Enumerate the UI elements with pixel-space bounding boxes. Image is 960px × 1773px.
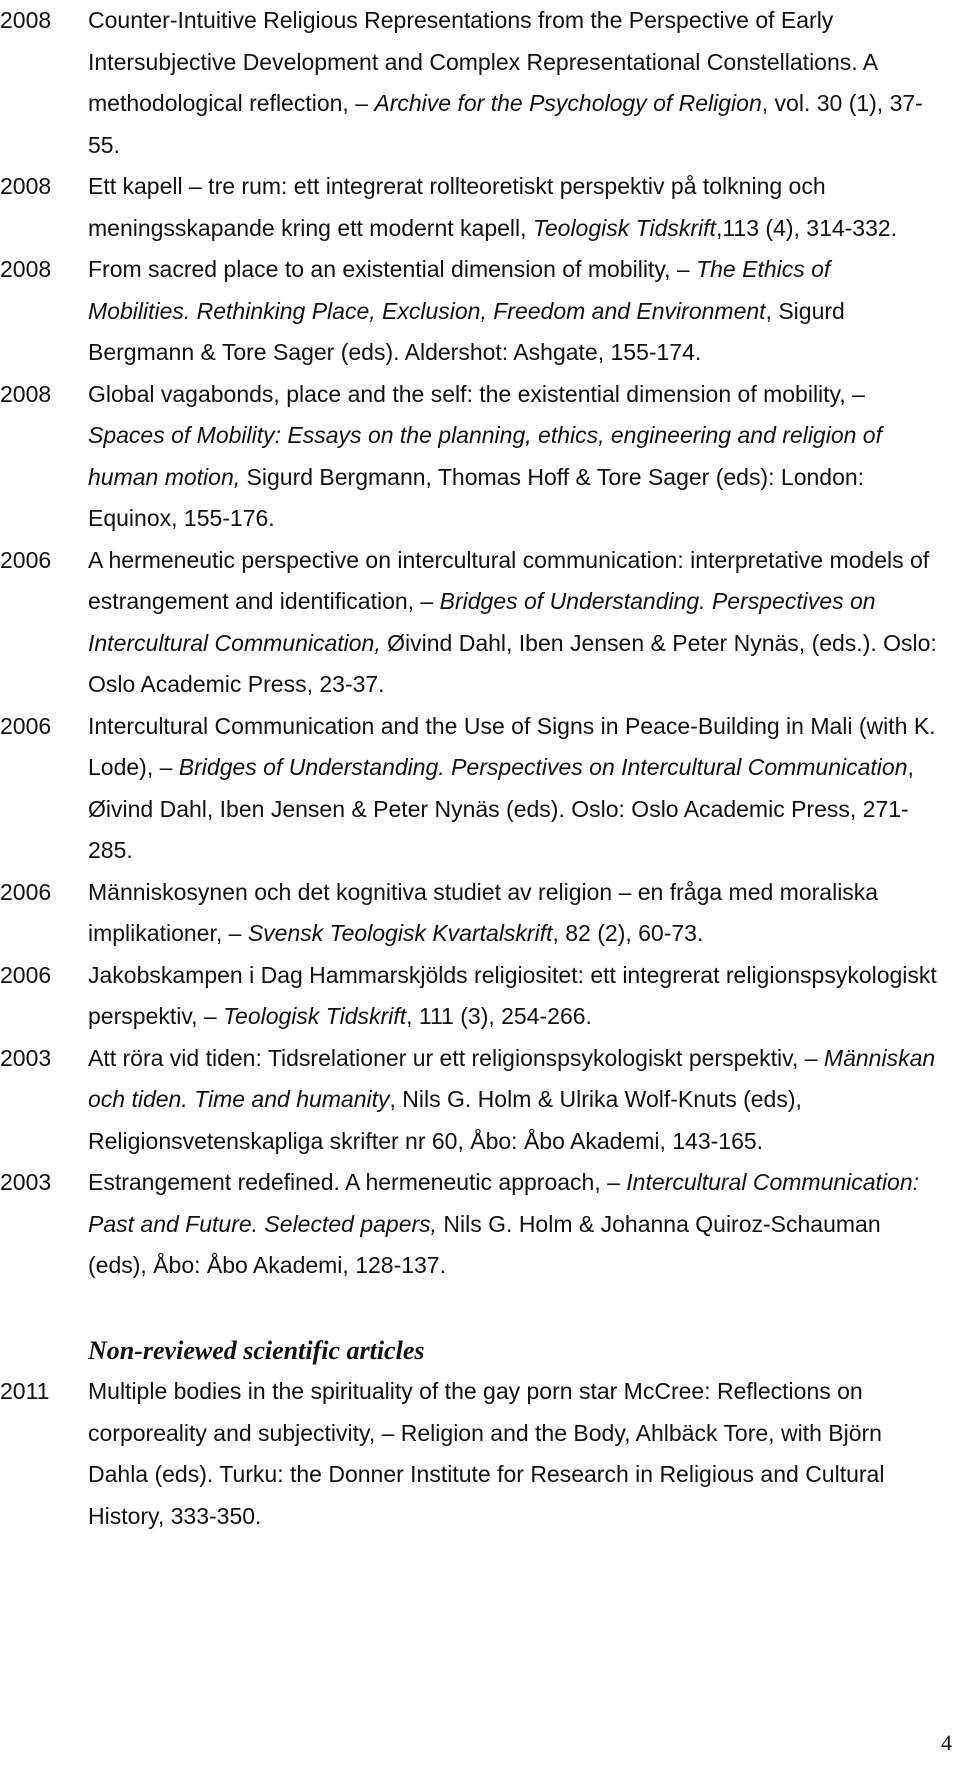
publication-citation <box>88 0 938 166</box>
citation-text: ,113 (4), 314-332. <box>715 214 898 241</box>
citation-text: Sigurd Bergmann, Thomas Hoff & Tore Sager (eds): London: Equinox, 155-176. <box>88 463 865 531</box>
citation-text: Intercultural Communication and the Use of Signs in Peace-Building in Mali (with K. Lode), – <box>88 712 936 780</box>
publication-entry <box>0 540 960 706</box>
publication-entry <box>0 166 960 249</box>
citation-text: , Nils G. Holm & Ulrika Wolf-Knuts (eds), Religionsvetenskapliga skrifter nr 60, Åbo: Åbo Akademi, 143-165. <box>88 1086 802 1154</box>
citation-italic-title: Teologisk Tidskrift <box>223 1003 407 1029</box>
publication-entry <box>0 1162 960 1287</box>
publication-entry <box>0 249 960 374</box>
publication-year: 2006 <box>0 546 52 573</box>
publication-citation <box>88 1038 938 1163</box>
publication-entry <box>0 955 960 1038</box>
publication-year: 2006 <box>0 961 52 988</box>
publication-year: 2006 <box>0 878 52 905</box>
publication-year: 2011 <box>0 1378 50 1404</box>
citation-text: Estrangement redefined. A hermeneutic approach, – <box>88 1169 627 1195</box>
citation-text: Att röra vid tiden: Tidsrelationer ur ett religionspsykologiskt perspektiv, – <box>88 1044 824 1071</box>
publication-citation <box>88 249 938 374</box>
publication-entry <box>0 1371 960 1537</box>
publication-citation <box>88 166 938 249</box>
citation-text: Ett kapell – tre rum: ett integrerat rollteoretiskt perspektiv på tolkning och meningsskapande kring ett modernt kapell, <box>88 173 826 241</box>
citation-text: , 111 (3), 254-266. <box>406 1003 592 1029</box>
publication-year: 2008 <box>0 7 52 33</box>
publication-year: 2008 <box>0 380 52 407</box>
non-reviewed-articles-list <box>0 1371 960 1537</box>
citation-text: , vol. 30 (1), 37-55. <box>88 90 923 158</box>
publication-citation <box>88 706 938 872</box>
publication-entry <box>0 872 960 955</box>
citation-text: , Sigurd Bergmann & Tore Sager (eds). Aldershot: Ashgate, 155-174. <box>88 297 845 365</box>
citation-italic-title: Spaces of Mobility: Essays on the planning, ethics, engineering and religion of human motion, <box>88 422 882 490</box>
publication-entry <box>0 706 960 872</box>
citation-italic-title: Bridges of Understanding. Perspectives on Intercultural Communication, <box>88 588 876 656</box>
citation-italic-title: Bridges of Understanding. Perspectives on Intercultural Communication <box>178 754 908 780</box>
publication-citation <box>88 1371 938 1537</box>
publication-entry <box>0 0 960 166</box>
page-number: 4 <box>941 1730 952 1755</box>
publication-year: 2003 <box>0 1169 52 1195</box>
citation-text: Jakobskampen i Dag Hammarskjölds religiositet: ett integrerat religionspsykologiskt perspektiv, – <box>88 961 937 1029</box>
publication-entry <box>0 374 960 540</box>
publication-year: 2006 <box>0 712 52 739</box>
citation-text: Multiple bodies in the spirituality of the gay porn star McCree: Reflections on corporeality and subjectivity, – Religion and the Body, Ahlbäck Tore, with Björn Dahla (eds). Turku: the Donner Institute for Research in Religious and Cultural History, 333-350. <box>88 1378 885 1529</box>
citation-italic-title: Svensk Teologisk Kvartalskrift <box>247 920 553 946</box>
citation-italic-title: Archive for the Psychology of Religion <box>374 90 762 116</box>
citation-italic-title: Människan och tiden. Time and humanity <box>88 1044 936 1112</box>
citation-text: Människosynen och det kognitiva studiet av religion – en fråga med moraliska implikationer, – <box>88 878 879 946</box>
publication-citation <box>88 955 938 1038</box>
publication-citation <box>88 540 938 706</box>
publication-citation <box>88 872 938 955</box>
citation-italic-title: Intercultural Communication: Past and Future. Selected papers, <box>88 1169 920 1237</box>
citation-text: A hermeneutic perspective on intercultural communication: interpretative models of estrangement and identification, – <box>88 546 930 614</box>
citation-italic-title: The Ethics of Mobilities. Rethinking Place, Exclusion, Freedom and Environment <box>88 256 831 324</box>
citation-text: Global vagabonds, place and the self: the existential dimension of mobility, – <box>88 380 865 407</box>
publication-citation <box>88 374 938 540</box>
citation-text: Øivind Dahl, Iben Jensen & Peter Nynäs, (eds.). Oslo: Oslo Academic Press, 23-37. <box>88 629 937 697</box>
publication-year: 2008 <box>0 256 52 282</box>
citation-text: From sacred place to an existential dimension of mobility, – <box>88 256 697 282</box>
citation-text: , Øivind Dahl, Iben Jensen & Peter Nynäs (eds). Oslo: Oslo Academic Press, 271-285. <box>88 754 914 863</box>
section-heading: Non-reviewed scientific articles <box>88 1335 425 1365</box>
citation-text: Nils G. Holm & Johanna Quiroz-Schauman (eds), Åbo: Åbo Akademi, 128-137. <box>88 1210 881 1278</box>
publication-year: 2008 <box>0 173 52 199</box>
publication-entry <box>0 1038 960 1163</box>
citation-italic-title: Teologisk Tidskrift <box>532 214 716 241</box>
citation-text: , 82 (2), 60-73. <box>552 920 704 946</box>
publication-year: 2003 <box>0 1044 52 1071</box>
publication-citation <box>88 1162 938 1287</box>
citation-text: Counter-Intuitive Religious Representations from the Perspective of Early Intersubjective Development and Complex Representational Constellations. A methodological reflection, – <box>88 7 877 116</box>
